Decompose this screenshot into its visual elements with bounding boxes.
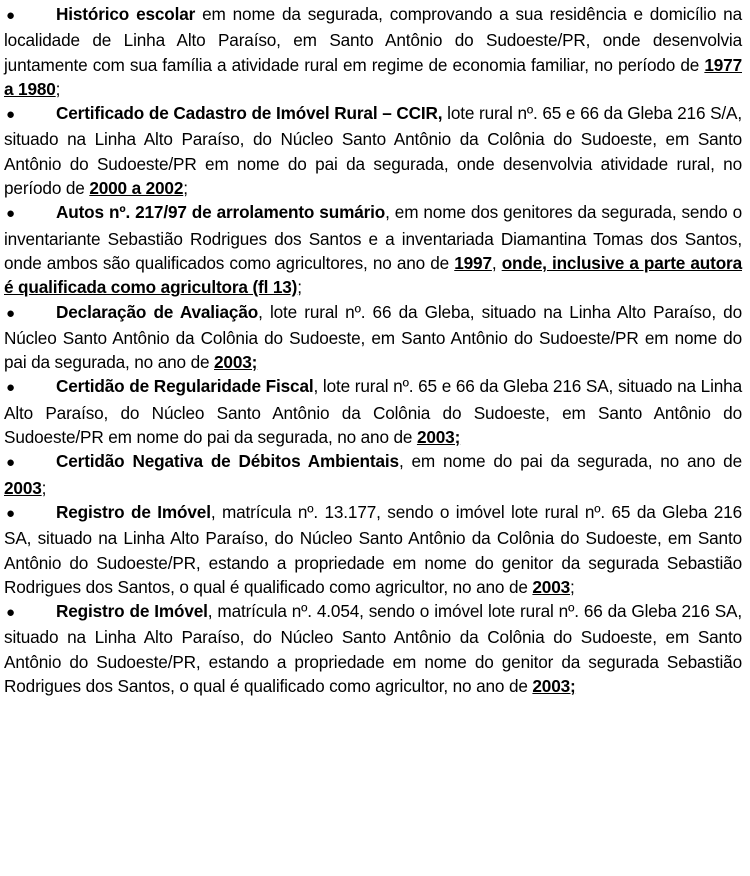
item-title: Certidão Negativa de Débitos Ambientais [56, 451, 399, 472]
item-note: onde, inclusive a parte autora é qualificada como agricultora (fl 13) [4, 252, 742, 298]
item-year: 2003 [532, 576, 571, 597]
item-year: 2003 [4, 477, 42, 498]
item-text: , em nome dos genitores da segurada, sendo o inventariante Sebastião Rodrigues dos Santos e a inventariada Diamantina Tomas dos Santos, onde ambos são qualificados como agricultores, no ano de [4, 202, 742, 273]
bullet-icon: ● [6, 504, 15, 522]
item-year: 1997 [454, 252, 492, 273]
item-title: Declaração de Avaliação [56, 301, 259, 322]
item-title: Autos nº. 217/97 de arrolamento sumário [56, 202, 386, 223]
item-text: lote rural nº. 65 e 66 da Gleba 216 S/A, situado na Linha Alto Paraíso, do Núcleo Santo Antônio da Colônia do Sudoeste, em Santo Antônio do Sudoeste/PR em nome do pai da segurada, onde desenvolvia atividade rural, no período de [4, 103, 742, 199]
item-end: ; [55, 78, 61, 99]
item-text: , lote rural nº. 66 da Gleba, situado na Linha Alto Paraíso, do Núcleo Santo Antônio da Colônia do Sudoeste, em Santo Antônio do Sudoeste/PR em nome do pai da segurada, no ano de [4, 301, 742, 373]
item-text: , lote rural nº. 65 e 66 da Gleba 216 SA, situado na Linha Alto Paraíso, do Núcleo Santo Antônio da Colônia do Sudoeste, em Santo Antônio do Sudoeste/PR em nome do pai da segurada, no ano de [4, 376, 742, 448]
item-title: Registro de Imóvel [56, 501, 211, 522]
item-text: em nome da segurada, comprovando a sua residência e domicílio na localidade de Linha Alto Paraíso, em Santo Antônio do Sudoeste/PR, onde desenvolvia juntamente com sua família a atividade rural em regime de economia familiar, no período de [4, 4, 742, 75]
evidence-item-regularidade [4, 374, 742, 449]
item-year: 2003; [532, 676, 576, 697]
bullet-icon: ● [6, 106, 15, 124]
evidence-item-registro-13177 [4, 500, 742, 599]
item-year: 2003; [214, 352, 258, 373]
item-period: 1977 a 1980 [4, 54, 742, 99]
item-text-2: , [491, 252, 502, 273]
bullet-icon: ● [6, 205, 15, 223]
evidence-item-ccir [4, 101, 742, 200]
evidence-item-historico [4, 2, 742, 101]
evidence-item-declaracao [4, 300, 742, 375]
item-text: , matrícula nº. 4.054, sendo o imóvel lote rural nº. 66 da Gleba 216 SA, situado na Linha Alto Paraíso, do Núcleo Santo Antônio da Colônia do Sudoeste, em Santo Antônio do Sudoeste/PR, estando a propriedade em nome do genitor da segurada Sebastião Rodrigues dos Santos, o qual é qualificado como agricultor, no ano de [4, 601, 742, 697]
item-title: Registro de Imóvel [56, 601, 208, 622]
evidence-item-registro-4054 [4, 599, 742, 698]
item-end: ; [183, 178, 188, 199]
item-year: 2003; [416, 427, 461, 448]
item-title: Certificado de Cadastro de Imóvel Rural – CCIR, [56, 103, 443, 124]
evidence-item-autos [4, 200, 742, 299]
bullet-icon: ● [6, 7, 15, 24]
bullet-icon: ● [6, 304, 15, 322]
item-title: Histórico escolar [56, 4, 196, 24]
bullet-icon: ● [6, 604, 15, 622]
bullet-icon: ● [6, 454, 15, 472]
item-end: ; [297, 277, 302, 298]
item-end: ; [41, 477, 47, 498]
bullet-icon: ● [6, 379, 15, 397]
evidence-item-negativa [4, 449, 742, 500]
item-period: 2000 a 2002 [89, 178, 184, 199]
item-end: ; [570, 576, 575, 597]
item-text: , matrícula nº. 13.177, sendo o imóvel lote rural nº. 65 da Gleba 216 SA, situado na Linha Alto Paraíso, do Núcleo Santo Antônio da Colônia do Sudoeste, em Santo Antônio do Sudoeste/PR, estando a propriedade em nome do genitor da segurada Sebastião Rodrigues dos Santos, o qual é qualificado como agricultor, no ano de [4, 501, 742, 597]
item-text: , em nome do pai da segurada, no ano de [398, 451, 742, 472]
item-title: Certidão de Regularidade Fiscal [56, 376, 314, 397]
